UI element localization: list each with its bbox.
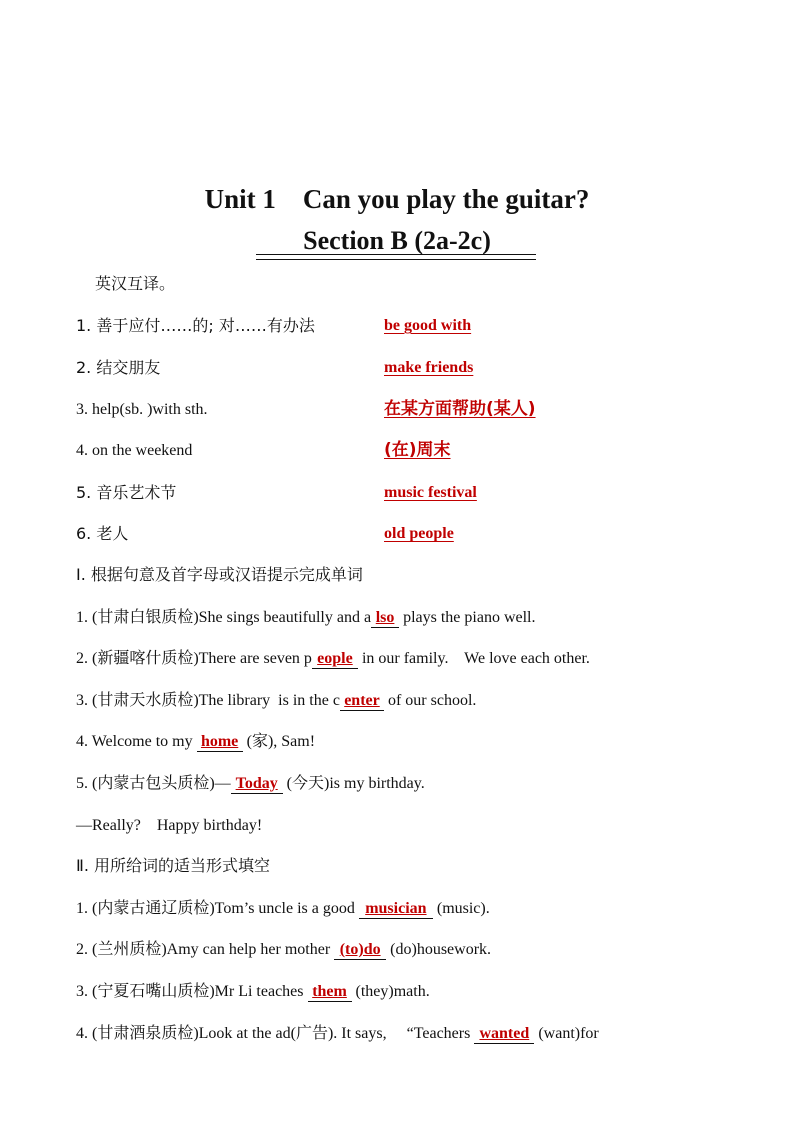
sec1-question-2 xyxy=(76,649,590,669)
q-text: 3. (甘肃天水质检)The library is in the c xyxy=(76,692,340,709)
vocab-question-4: 4. on the weekend xyxy=(76,442,193,459)
page-title: Unit 1 Can you play the guitar? xyxy=(204,184,590,214)
q-text: plays the piano well. xyxy=(399,609,536,626)
q-text: 1. (内蒙古通辽质检)Tom’s uncle is a good xyxy=(76,900,359,917)
section-1-heading: Ⅰ. 根据句意及首字母或汉语提示完成单词 xyxy=(76,565,363,584)
answer: enter xyxy=(344,692,380,709)
sec1-question-5-reply: —Really? Happy birthday! xyxy=(76,817,263,834)
q-text: 3. (宁夏石嘴山质检)Mr Li teaches xyxy=(76,983,308,1000)
answer-blank xyxy=(197,733,243,752)
q-text: (家), Sam! xyxy=(242,733,316,750)
section-2-heading: Ⅱ. 用所给词的适当形式填空 xyxy=(76,856,271,875)
answer: (to)do xyxy=(339,941,381,958)
vocab-answer-3: 在某方面帮助(某人) xyxy=(384,399,536,419)
q-text: 4. Welcome to my xyxy=(76,733,197,750)
vocab-answer-4: (在)周末 xyxy=(384,440,451,460)
vocab-question-3: 3. help(sb. )with sth. xyxy=(76,401,208,418)
answer-blank xyxy=(334,941,386,960)
answer: eople xyxy=(317,650,353,667)
answer-blank xyxy=(359,900,433,919)
vocab-answer-2: make friends xyxy=(384,359,474,376)
q-text: of our school. xyxy=(383,692,477,709)
vocab-question-1: 1. 善于应付……的; 对……有办法 xyxy=(76,316,315,335)
sec2-question-4 xyxy=(76,1024,599,1044)
sec1-question-5 xyxy=(76,774,425,794)
sec2-question-3 xyxy=(76,982,430,1002)
sec1-question-4 xyxy=(76,732,315,752)
vocab-question-5: 5. 音乐艺术节 xyxy=(76,483,177,502)
q-text: (they)math. xyxy=(351,983,430,1000)
answer: wanted xyxy=(479,1025,530,1042)
answer-blank xyxy=(371,609,399,628)
answer-blank xyxy=(474,1025,534,1044)
sec1-question-3 xyxy=(76,691,476,711)
vocab-answer-1: be good with xyxy=(384,317,472,334)
answer-blank xyxy=(308,983,352,1002)
section-subtitle: Section B (2a-2c) xyxy=(303,226,491,255)
q-text: (want)for xyxy=(534,1025,599,1042)
subtitle-underline xyxy=(256,254,536,260)
answer: musician xyxy=(365,900,427,917)
answer: home xyxy=(200,733,239,750)
answer: them xyxy=(312,983,347,1000)
sec2-question-2 xyxy=(76,940,491,960)
sec2-question-1 xyxy=(76,899,490,919)
answer: lso xyxy=(375,609,395,626)
q-text: 2. (兰州质检)Amy can help her mother xyxy=(76,941,335,958)
answer-blank xyxy=(231,775,283,794)
q-text: 5. (内蒙古包头质检)— xyxy=(76,775,231,792)
vocab-answer-6: old people xyxy=(384,525,454,542)
q-text: 1. (甘肃白银质检)She sings beautifully and a xyxy=(76,609,372,626)
vocab-answer-5: music festival xyxy=(384,484,477,501)
q-text: 4. (甘肃酒泉质检)Look at the ad(广告). It says, “Teachers xyxy=(76,1025,475,1042)
q-text: 2. (新疆喀什质检)There are seven p xyxy=(76,650,312,667)
q-text: (music). xyxy=(432,900,490,917)
q-text: in our family. We love each other. xyxy=(357,650,590,667)
answer-blank xyxy=(340,692,384,711)
q-text: (do)housework. xyxy=(386,941,492,958)
vocab-question-2: 2. 结交朋友 xyxy=(76,358,161,377)
answer-blank xyxy=(312,650,358,669)
q-text: (今天)is my birthday. xyxy=(282,775,425,792)
sec1-question-1 xyxy=(76,608,536,628)
vocab-heading: 英汉互译。 xyxy=(95,274,176,293)
vocab-question-6: 6. 老人 xyxy=(76,524,129,543)
answer: Today xyxy=(235,775,278,792)
